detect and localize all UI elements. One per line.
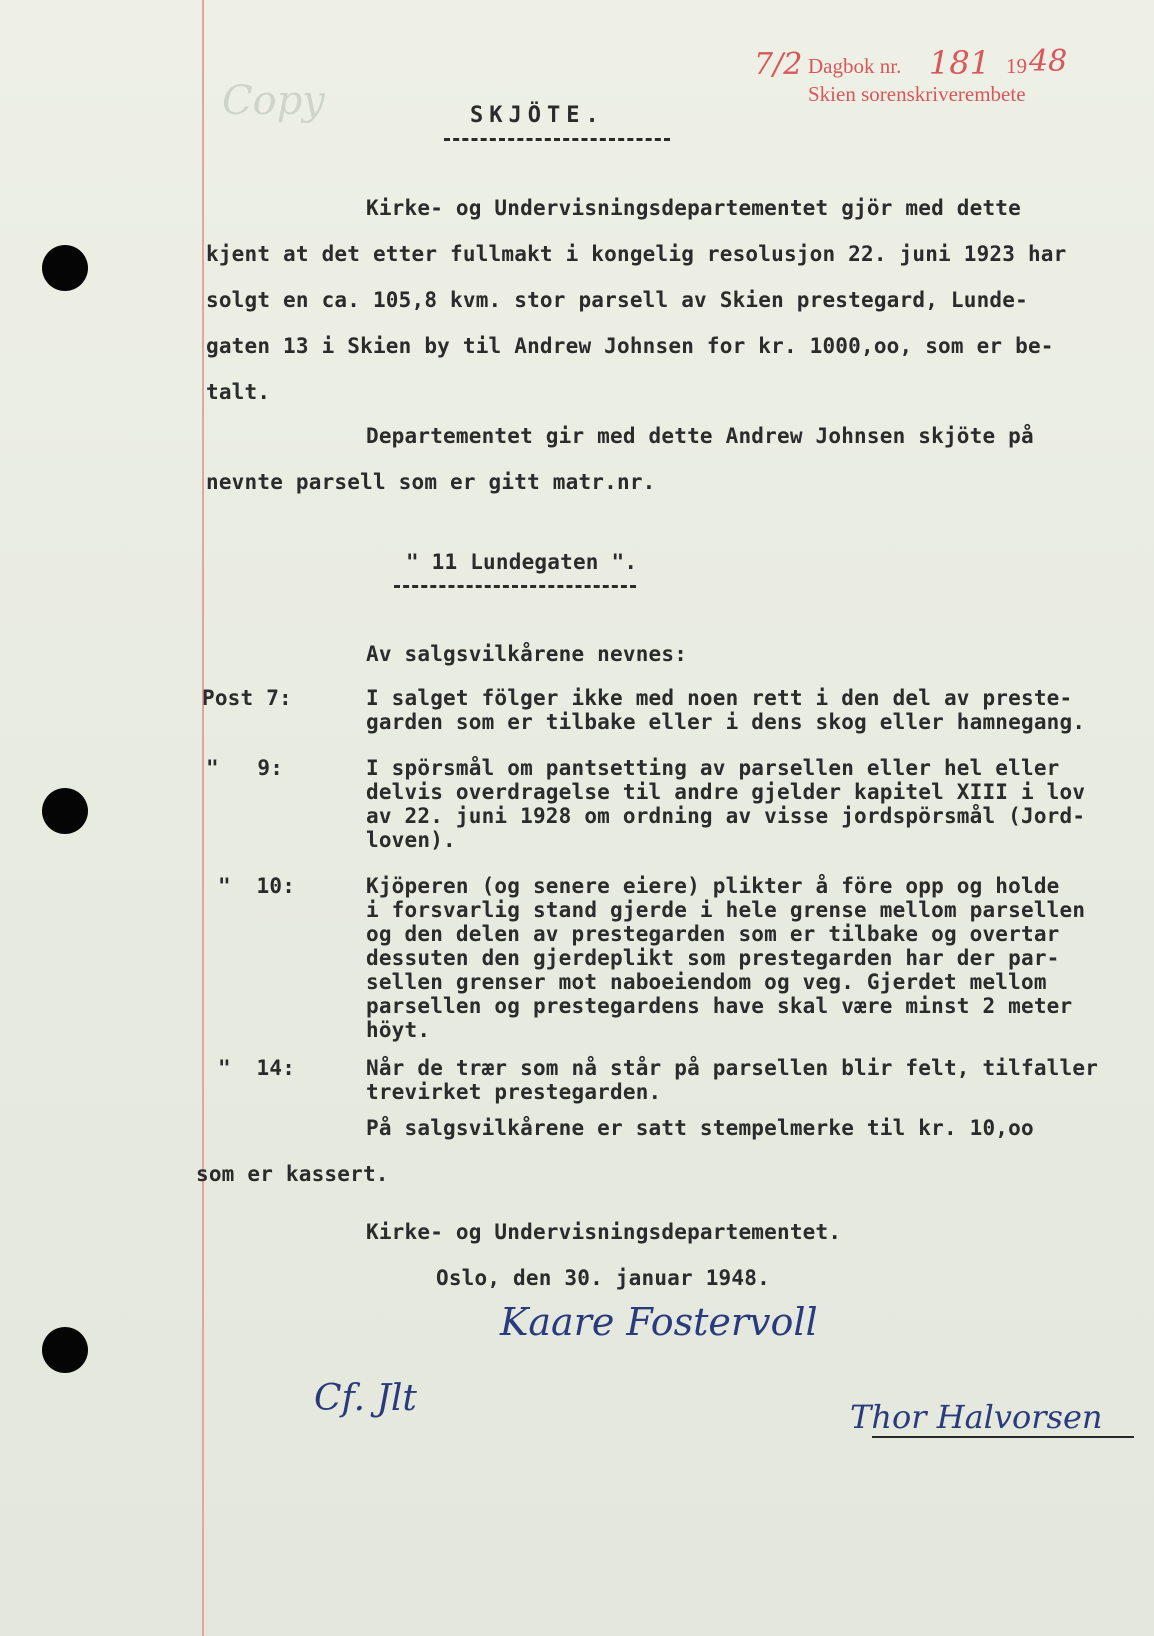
document-title: SKJÖTE.: [470, 103, 605, 128]
sender: Kirke- og Undervisningsdepartementet.: [366, 1220, 842, 1244]
condition-label: " 10:: [218, 874, 296, 898]
condition-line: trevirket prestegarden.: [366, 1080, 662, 1104]
matr-name: " 11 Lundegaten ".: [406, 550, 638, 574]
punch-hole: [42, 1327, 88, 1373]
condition-line: loven).: [366, 828, 456, 852]
stamp-dagbok-number: 181: [929, 44, 991, 82]
stamp-year-suffix: 48: [1029, 44, 1068, 79]
punch-hole: [42, 245, 88, 291]
condition-line: delvis overdragelse til andre gjelder kapitel XIII i lov: [366, 780, 1086, 804]
signature-thor-halvorsen: Thor Halvorsen: [850, 1398, 1103, 1436]
stamp-note-line: På salgsvilkårene er satt stempelmerke til kr. 10,oo: [366, 1116, 1034, 1140]
condition-line: I spörsmål om pantsetting av parsellen eller hel eller: [366, 756, 1060, 780]
paragraph-line: kjent at det etter fullmakt i kongelig resolusjon 22. juni 1923 har: [206, 242, 1067, 266]
faint-pencil-mark: Copy: [222, 78, 325, 124]
condition-line: I salget fölger ikke med noen rett i den del av preste-: [366, 686, 1073, 710]
initials: Cf. Jlt: [314, 1378, 417, 1419]
condition-line: parsellen og prestegardens have skal være minst 2 meter: [366, 994, 1073, 1018]
condition-line: Når de trær som nå står på parsellen blir felt, tilfaller: [366, 1056, 1099, 1080]
condition-label: " 9:: [206, 756, 284, 780]
condition-label: " 14:: [218, 1056, 296, 1080]
stamp-year-prefix: 19: [1006, 54, 1027, 78]
paragraph-line: gaten 13 i Skien by til Andrew Johnsen for kr. 1000,oo, som er be-: [206, 334, 1054, 358]
paragraph-line: nevnte parsell som er gitt matr.nr.: [206, 470, 656, 494]
paragraph-line: solgt en ca. 105,8 kvm. stor parsell av Skien prestegard, Lunde-: [206, 288, 1028, 312]
condition-line: i forsvarlig stand gjerde i hele grense mellom parsellen: [366, 898, 1086, 922]
paragraph-line: Kirke- og Undervisningsdepartementet gjör med dette: [366, 196, 1021, 220]
condition-line: höyt.: [366, 1018, 431, 1042]
condition-line: og den delen av prestegarden som er tilbake og overtar: [366, 922, 1060, 946]
condition-line: dessuten den gjerdeplikt som prestegarden har der par-: [366, 946, 1060, 970]
condition-line: av 22. juni 1928 om ordning av visse jordspörsmål (Jord-: [366, 804, 1086, 828]
condition-line: Kjöperen (og senere eiere) plikter å före opp og holde: [366, 874, 1060, 898]
punch-hole: [42, 788, 88, 834]
condition-line: sellen grenser mot naboeiendom og veg. Gjerdet mellom: [366, 970, 1047, 994]
stamp-office: Skien sorenskriverembete: [808, 82, 1026, 106]
signature-kaare-fostervoll: Kaare Fostervoll: [500, 1300, 818, 1344]
matr-name-underline: [394, 585, 636, 588]
condition-label: Post 7:: [202, 686, 292, 710]
stamp-note-line: som er kassert.: [196, 1162, 389, 1186]
place-date: Oslo, den 30. januar 1948.: [436, 1266, 770, 1290]
margin-line: [202, 0, 204, 1636]
condition-line: garden som er tilbake eller i dens skog eller hamnegang.: [366, 710, 1086, 734]
stamp-dagbok-label: Dagbok nr.: [808, 54, 902, 78]
signature-underline: [872, 1436, 1134, 1438]
stamp-date-handwritten: 7/2: [754, 47, 803, 82]
paragraph-line: Departementet gir med dette Andrew Johnsen skjöte på: [366, 424, 1034, 448]
paragraph-line: talt.: [206, 380, 271, 404]
conditions-intro: Av salgsvilkårene nevnes:: [366, 642, 688, 666]
title-underline: [444, 138, 670, 141]
